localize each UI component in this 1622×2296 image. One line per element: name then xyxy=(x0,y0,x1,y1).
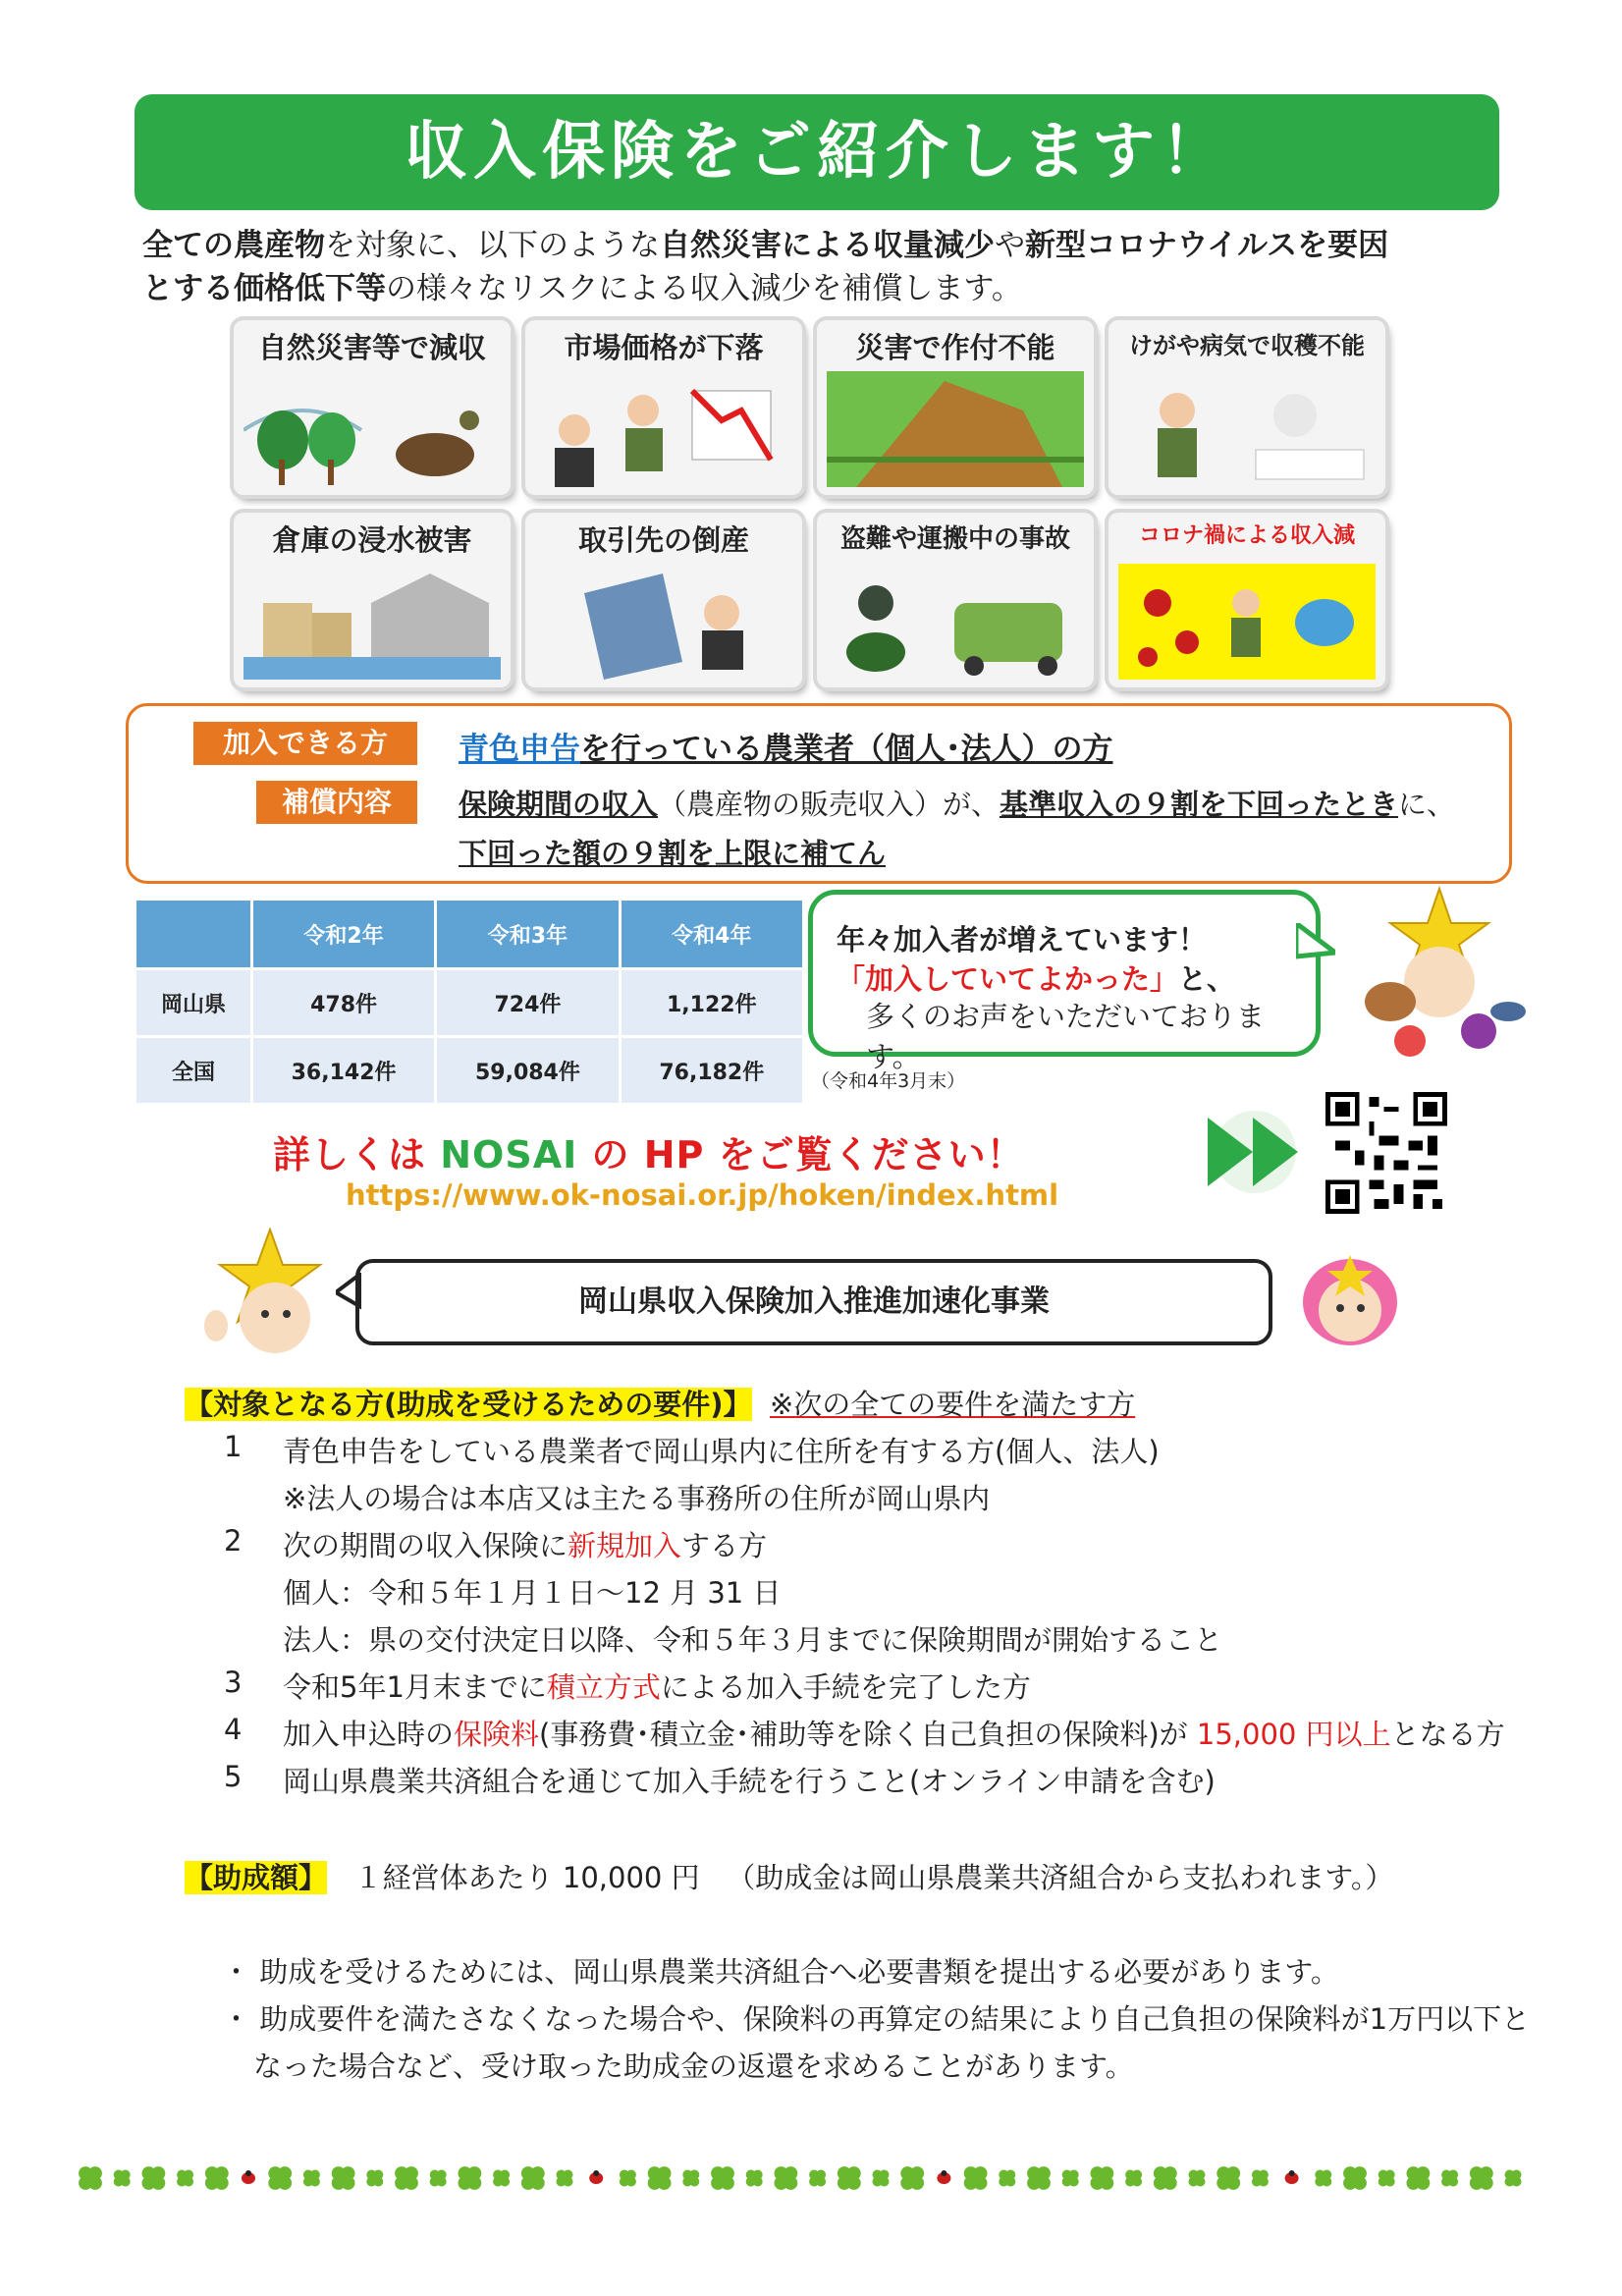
mascot-left-icon xyxy=(196,1228,344,1365)
req-4-number: 4 xyxy=(224,1713,243,1746)
req-2-text: 次の期間の収入保険に新規加入する方 xyxy=(283,1529,768,1562)
table-cell: 59,084件 xyxy=(436,1037,620,1105)
clover-border-icon xyxy=(79,2159,1551,2198)
covid-illustration-icon xyxy=(1118,564,1376,680)
flood-illustration-icon xyxy=(243,564,501,680)
tile-theft-accident: 盗難や運搬中の事故 xyxy=(817,513,1094,687)
table-cell: 全国 xyxy=(135,1037,252,1105)
eligibility-box xyxy=(126,703,1512,884)
req-1-note: ※法人の場合は本店又は主たる事務所の住所が岡山県内 xyxy=(283,1482,991,1515)
table-header: 令和4年 xyxy=(620,900,803,969)
qr-code-icon[interactable] xyxy=(1325,1092,1447,1214)
req-4-text: 加入申込時の保険料(事務費･積立金･補助等を除く自己負担の保険料)が 15,000 円以上となる方 xyxy=(283,1718,1505,1751)
table-header xyxy=(135,900,252,969)
landslide-illustration-icon xyxy=(827,371,1084,487)
req-2-number: 2 xyxy=(224,1524,243,1558)
theft-accident-illustration-icon xyxy=(827,564,1084,680)
mascot-icon xyxy=(1351,884,1528,1061)
fast-forward-icon xyxy=(1196,1110,1314,1194)
note-2: ・ 助成要件を満たさなくなった場合や、保険料の再算定の結果により自己負担の保険料が1万円以下と xyxy=(222,2002,1531,2036)
table-row xyxy=(135,1037,804,1105)
tile-warehouse-flood: 倉庫の浸水被害 xyxy=(234,513,511,687)
req-3-number: 3 xyxy=(224,1666,243,1699)
page-title: 収入保険をご紹介します！ xyxy=(135,94,1499,210)
table-header: 令和2年 xyxy=(251,900,435,969)
req-5-number: 5 xyxy=(224,1760,243,1793)
website-link[interactable]: https://www.ok-nosai.or.jp/hoken/index.html xyxy=(346,1178,1059,1212)
tile-planting-impossible: 災害で作付不能 xyxy=(817,320,1094,495)
table-cell: 1,122件 xyxy=(620,969,803,1037)
note-2-cont: なった場合など、受け取った助成金の返還を求めることがあります。 xyxy=(253,2050,1134,2083)
subsidy-line: 【助成額】 １経営体あたり 10,000 円 （助成金は岡山県農業共済組合から支払われます。） xyxy=(185,1861,1394,1894)
coverage-text: 保険期間の収入（農産物の販売収入）が、基準収入の９割を下回ったときに、 xyxy=(459,788,1456,821)
table-cell: 36,142件 xyxy=(251,1037,435,1105)
enrollment-table xyxy=(134,898,805,1106)
eligible-tag: 加入できる方 xyxy=(193,722,417,765)
table-cell: 478件 xyxy=(251,969,435,1037)
tile-natural-disaster: 自然災害等で減収 xyxy=(234,320,511,495)
risk-tiles xyxy=(234,320,1390,699)
bubble-line-1: 年々加入者が増えています！ xyxy=(837,923,1208,957)
bubble-line-2: 「加入していてよかった」と、 xyxy=(837,962,1236,996)
tile-illness-injury: けがや病気で収穫不能 xyxy=(1108,320,1385,495)
req-2-corporate: 法人：県の交付決定日以降、令和５年３月までに保険期間が開始すること xyxy=(283,1623,1223,1657)
table-cell: 岡山県 xyxy=(135,969,252,1037)
tile-price-drop: 市場価格が下落 xyxy=(525,320,802,495)
illness-illustration-icon xyxy=(1118,371,1376,487)
program-title-box: 岡山県収入保険加入推進加速化事業 xyxy=(355,1259,1272,1345)
coverage-text-2: 下回った額の９割を上限に補てん xyxy=(459,837,887,870)
table-cell: 76,182件 xyxy=(620,1037,803,1105)
price-drop-illustration-icon xyxy=(535,371,792,487)
bankruptcy-illustration-icon xyxy=(535,564,792,680)
req-2-individual: 個人：令和５年１月１日～12 月 31 日 xyxy=(283,1576,782,1610)
hp-callout: 詳しくは NOSAI の HP をご覧ください！ xyxy=(273,1133,1025,1176)
note-1: ・ 助成を受けるためには、岡山県農業共済組合へ必要書類を提出する必要があります。 xyxy=(222,1955,1339,1989)
req-3-text: 令和5年1月末までに積立方式による加入手続を完了した方 xyxy=(283,1670,1031,1704)
req-5-text: 岡山県農業共済組合を通じて加入手続を行うこと(オンライン申請を含む) xyxy=(283,1765,1216,1798)
tile-bankruptcy: 取引先の倒産 xyxy=(525,513,802,687)
coverage-tag: 補償内容 xyxy=(256,781,417,824)
mascot-right-icon xyxy=(1296,1253,1404,1351)
tile-covid: コロナ禍による収入減 xyxy=(1108,513,1385,687)
storm-illustration-icon xyxy=(243,371,501,487)
intro-text: 全ての農産物を対象に、以下のような自然災害による収量減少や新型コロナウイルスを要因 とする価格低下等の様々なリスクによる収入減少を補償します。 xyxy=(142,228,1389,306)
requirements-heading: 【対象となる方(助成を受けるための要件)】 ※次の全ての要件を満たす方 xyxy=(185,1388,1136,1421)
req-1-number: 1 xyxy=(224,1430,243,1463)
bubble-tail-icon xyxy=(1296,923,1335,962)
speech-bubble xyxy=(808,890,1321,1073)
table-note: （令和4年3月末） xyxy=(811,1070,966,1092)
table-cell: 724件 xyxy=(436,969,620,1037)
req-1-text: 青色申告をしている農業者で岡山県内に住所を有する方(個人、法人) xyxy=(283,1435,1160,1468)
table-header: 令和3年 xyxy=(436,900,620,969)
eligible-text: 青色申告を行っている農業者（個人･法人）の方 xyxy=(459,732,1113,767)
table-row xyxy=(135,969,804,1037)
bubble-line-3: 多くのお声をいただいております。 xyxy=(866,1000,1266,1073)
